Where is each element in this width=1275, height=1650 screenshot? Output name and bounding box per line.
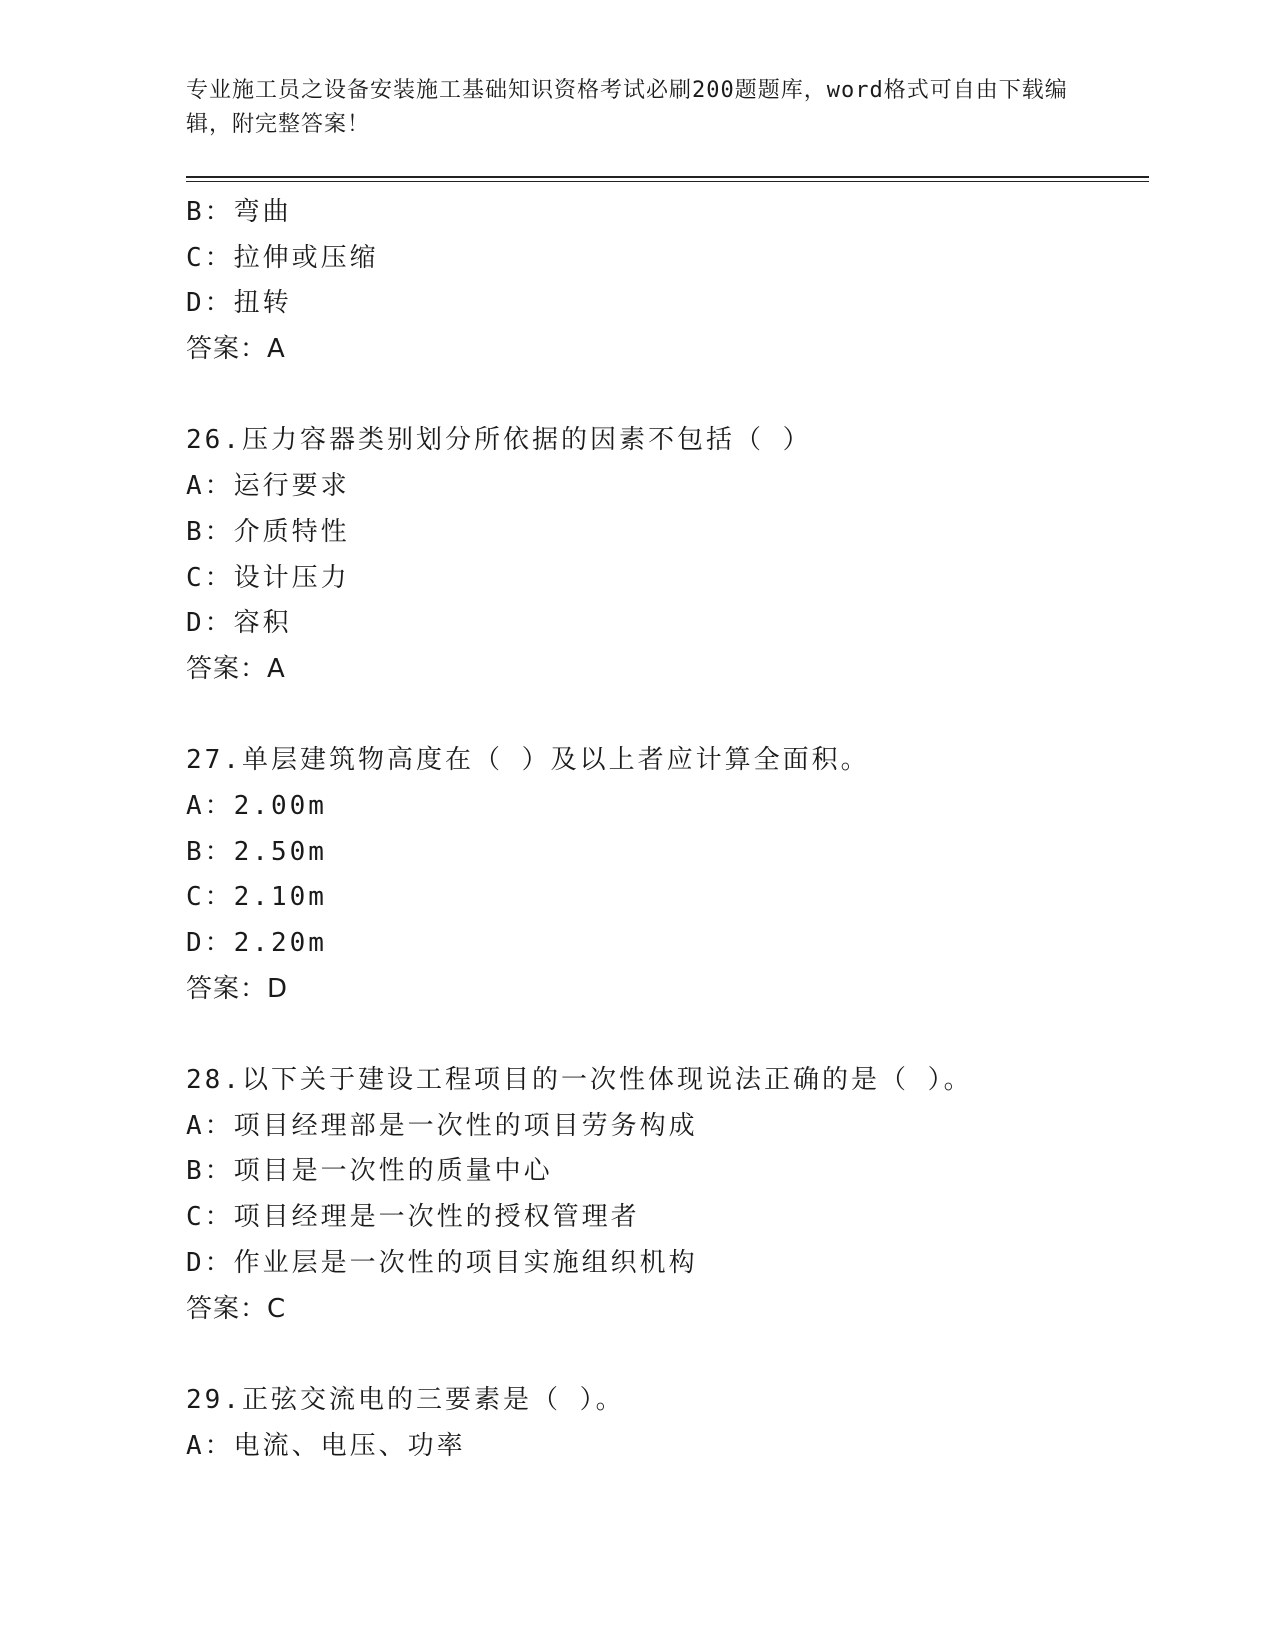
option-a: A：电流、电压、功率 — [186, 1430, 466, 1461]
header-divider-thin — [186, 181, 1149, 182]
option-b: B：介质特性 — [186, 516, 350, 547]
option-c: C：拉伸或压缩 — [186, 242, 379, 273]
answer: 答案：A — [186, 653, 286, 684]
question-29: 29.正弦交流电的三要素是（ ）。 — [186, 1384, 625, 1415]
answer: 答案：A — [186, 334, 286, 365]
option-d: D：容积 — [186, 608, 292, 639]
document-header: 专业施工员之设备安装施工基础知识资格考试必刷200题题库，word格式可自由下载编辑，附完整答案！ — [186, 78, 1068, 137]
option-c: C：项目经理是一次性的授权管理者 — [186, 1202, 640, 1233]
option-c: C：2.10m — [186, 882, 327, 913]
option-b: B：弯曲 — [186, 197, 292, 227]
header-divider — [186, 176, 1149, 178]
option-d: D：2.20m — [186, 928, 327, 958]
option-d: D：作业层是一次性的项目实施组织机构 — [186, 1247, 698, 1278]
option-c: C：设计压力 — [186, 562, 350, 593]
question-28: 28.以下关于建设工程项目的一次性体现说法正确的是（ ）。 — [186, 1065, 973, 1096]
spacer — [186, 1332, 1146, 1378]
option-b: B：2.50m — [186, 836, 327, 867]
option-a: A：项目经理部是一次性的项目劳务构成 — [186, 1110, 698, 1141]
option-a: A：运行要求 — [186, 471, 350, 502]
spacer — [186, 1012, 1146, 1058]
answer: 答案：D — [186, 973, 289, 1004]
question-26: 26.压力容器类别划分所依据的因素不包括（ ） — [186, 425, 812, 456]
option-b: B：项目是一次性的质量中心 — [186, 1156, 553, 1187]
spacer — [186, 693, 1146, 739]
spacer — [186, 373, 1146, 419]
answer: 答案：C — [186, 1293, 287, 1324]
option-d: D：扭转 — [186, 288, 292, 319]
document-body — [186, 190, 1146, 1469]
question-27: 27.单层建筑物高度在（ ）及以上者应计算全面积。 — [186, 745, 870, 776]
option-a: A：2.00m — [186, 790, 327, 821]
